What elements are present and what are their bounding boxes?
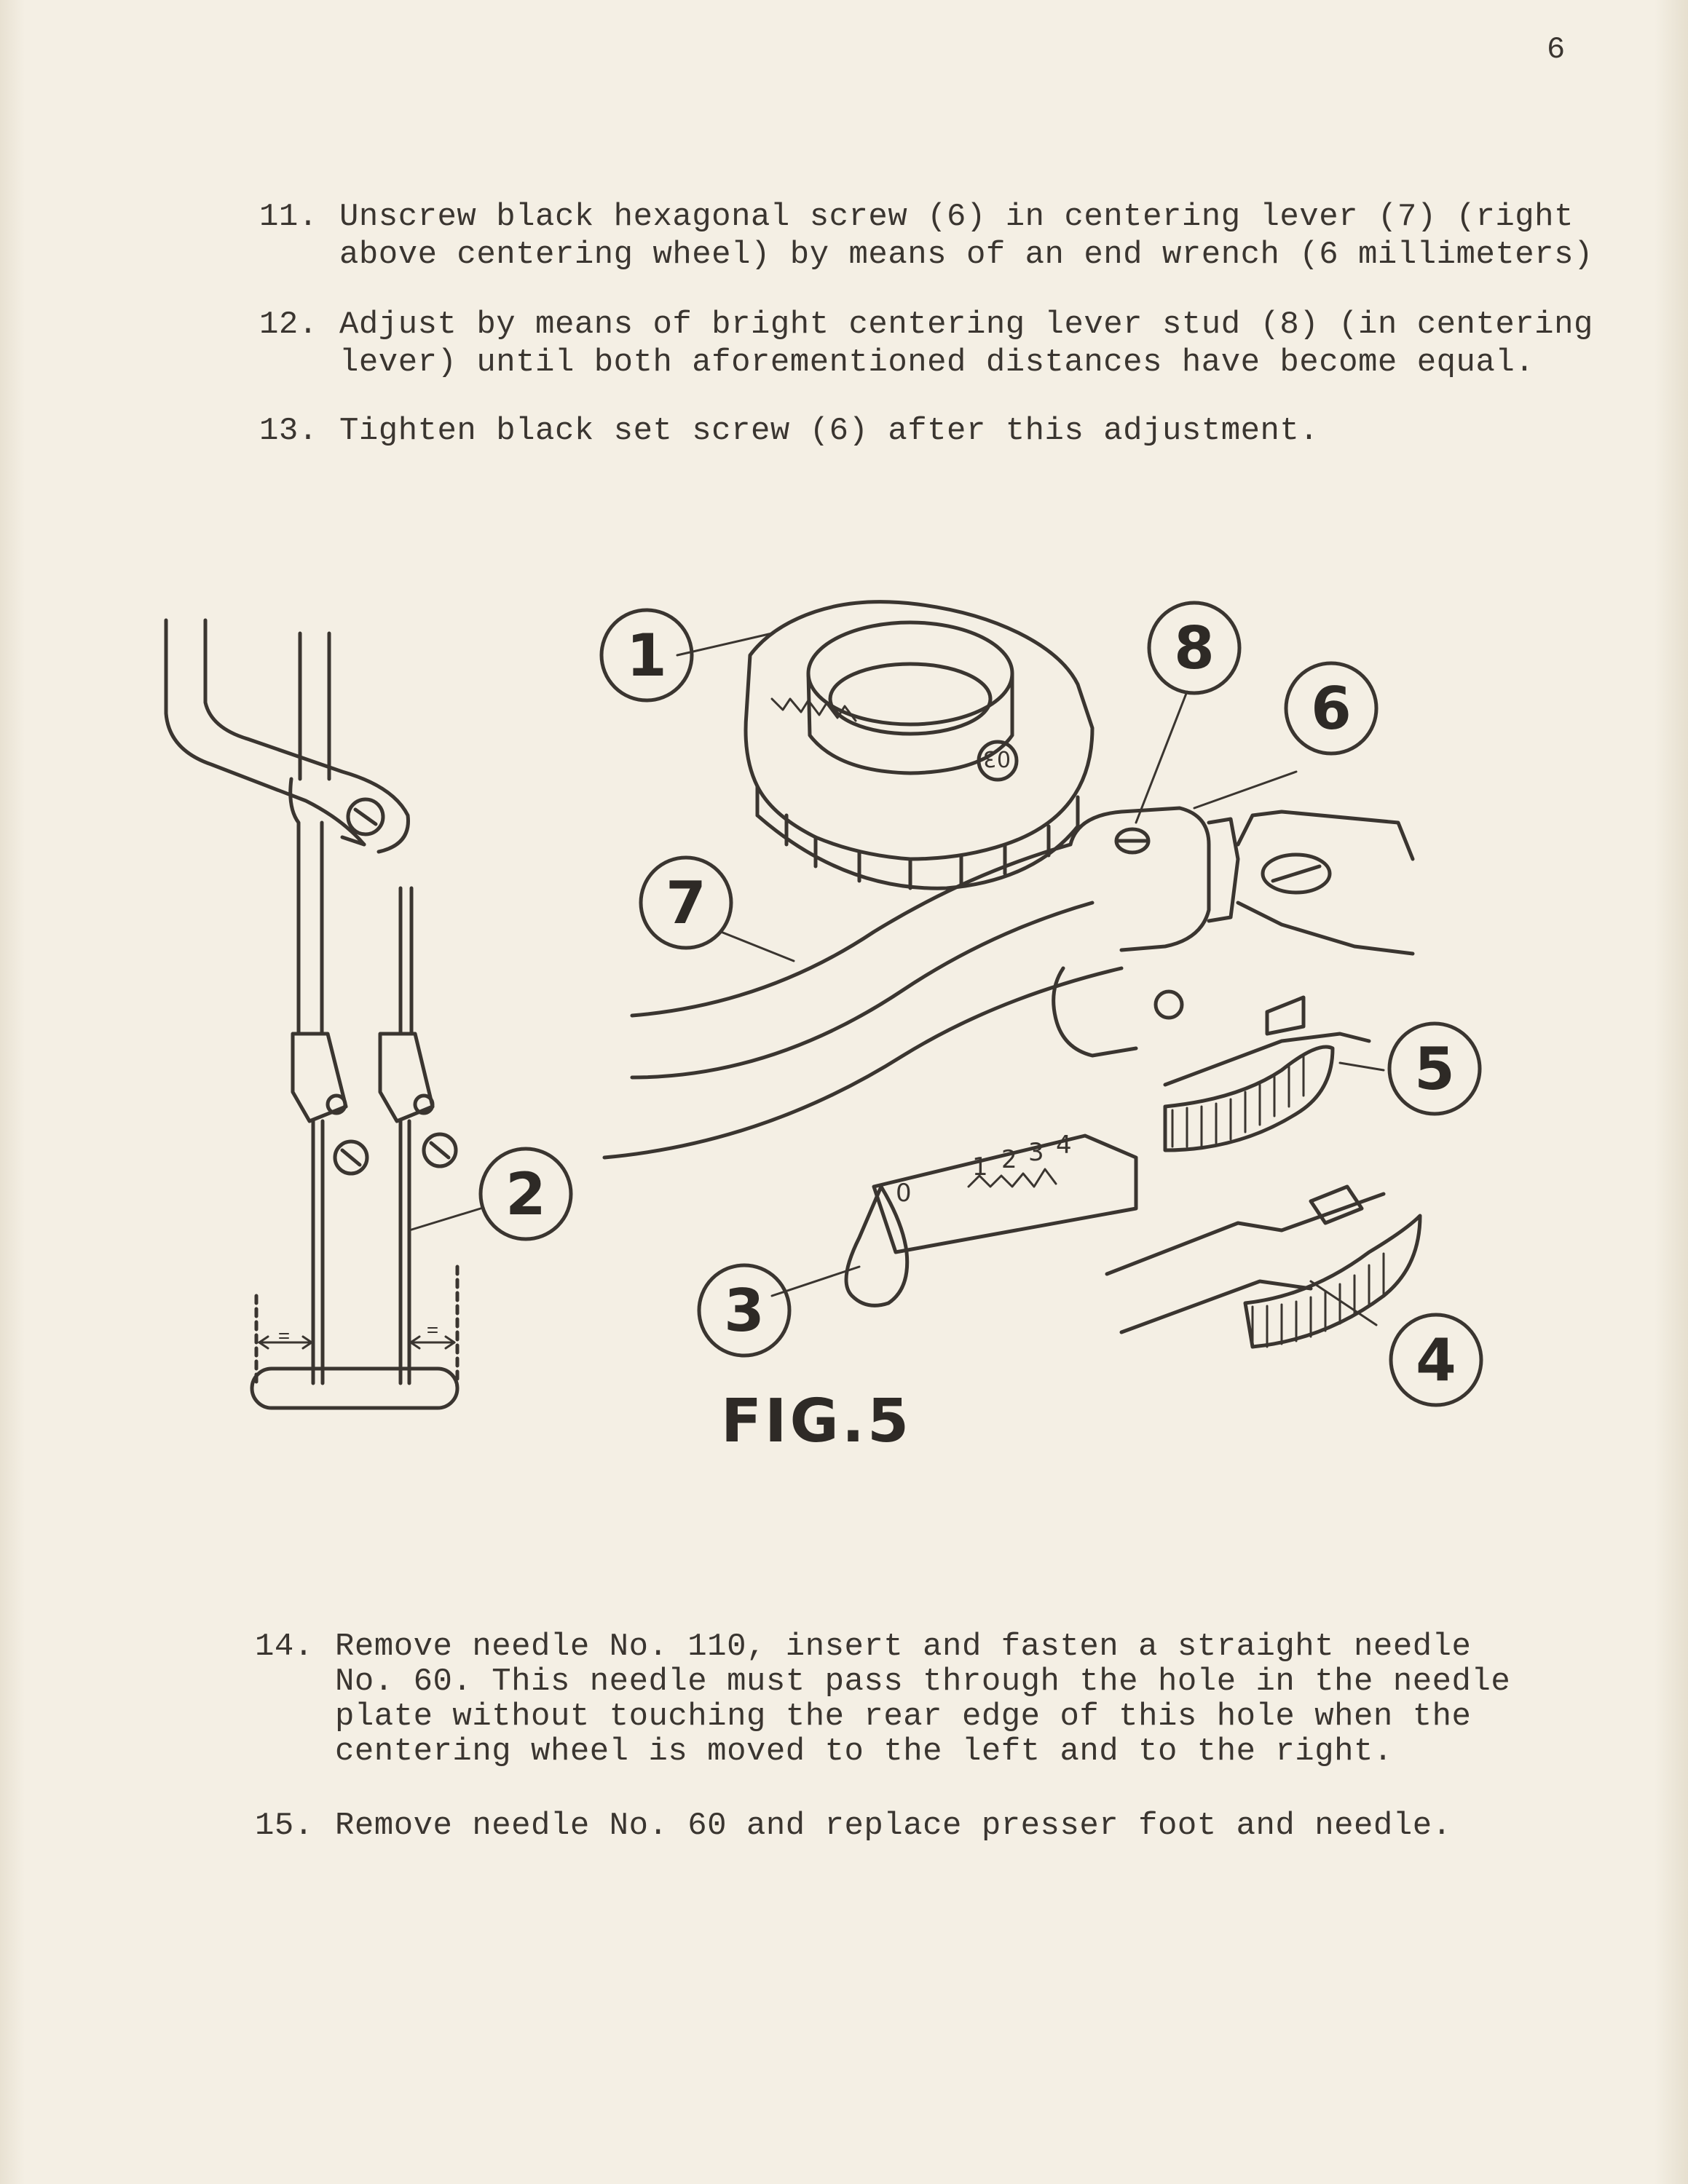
callout-label: 2 — [505, 1160, 546, 1228]
step-14 — [255, 1628, 1624, 1781]
step-number: 11. — [259, 199, 318, 235]
step-line: above centering wheel) by means of an end wrench (6 millimeters) — [339, 237, 1593, 273]
step-line: Remove needle No. 60 and replace presser foot and needle. — [335, 1808, 1452, 1844]
page-edge-right — [1655, 0, 1688, 2184]
scale-tick: 2 — [1001, 1145, 1017, 1174]
step-15 — [255, 1807, 1624, 1851]
needle-assembly-drawing — [166, 620, 481, 1408]
callout-label: 7 — [666, 869, 706, 937]
callout-label: 8 — [1174, 614, 1215, 682]
step-number: 15. — [255, 1808, 314, 1844]
page-edge-left — [0, 0, 25, 2184]
callout-label: 3 — [724, 1277, 765, 1345]
knob-4-drawing — [1107, 1187, 1420, 1347]
scale-drawing — [772, 1131, 1136, 1305]
centering-wheel-drawing — [677, 602, 1092, 889]
figure-caption: FIG.5 — [721, 1387, 912, 1456]
step-line: No. 60. This needle must pass through the hole in the needle — [335, 1663, 1511, 1700]
step-number: 13. — [259, 413, 318, 449]
callout-label: 1 — [626, 622, 667, 689]
scale-tick: 4 — [1056, 1131, 1072, 1160]
scale-tick: 1 — [972, 1152, 988, 1182]
callout-label: 5 — [1414, 1035, 1455, 1103]
step-number: 14. — [255, 1629, 314, 1665]
wheel-mark: 03 — [982, 745, 1011, 771]
step-line: lever) until both aforementioned distances have become equal. — [339, 344, 1535, 381]
scale-tick: 0 — [896, 1179, 912, 1208]
callout-label: 4 — [1416, 1326, 1456, 1394]
callout-label: 6 — [1311, 675, 1352, 743]
knob-5-drawing — [1165, 997, 1384, 1150]
figure-5-illustration — [146, 553, 1515, 1471]
step-line: Tighten black set screw (6) after this adjustment. — [339, 413, 1320, 449]
scale-tick: 3 — [1028, 1138, 1044, 1167]
step-line: Adjust by means of bright centering lever stud (8) (in centering — [339, 306, 1593, 343]
step-line: Remove needle No. 110, insert and fasten a straight needle — [335, 1629, 1472, 1665]
step-13 — [259, 412, 1628, 456]
page-number: 6 — [1547, 32, 1566, 67]
step-11 — [259, 198, 1628, 278]
step-line: centering wheel is moved to the left and to the right. — [335, 1733, 1393, 1770]
step-number: 12. — [259, 306, 318, 343]
step-line: plate without touching the rear edge of this hole when the — [335, 1698, 1472, 1735]
step-12 — [259, 306, 1628, 386]
step-line: Unscrew black hexagonal screw (6) in centering lever (7) (right — [339, 199, 1574, 235]
